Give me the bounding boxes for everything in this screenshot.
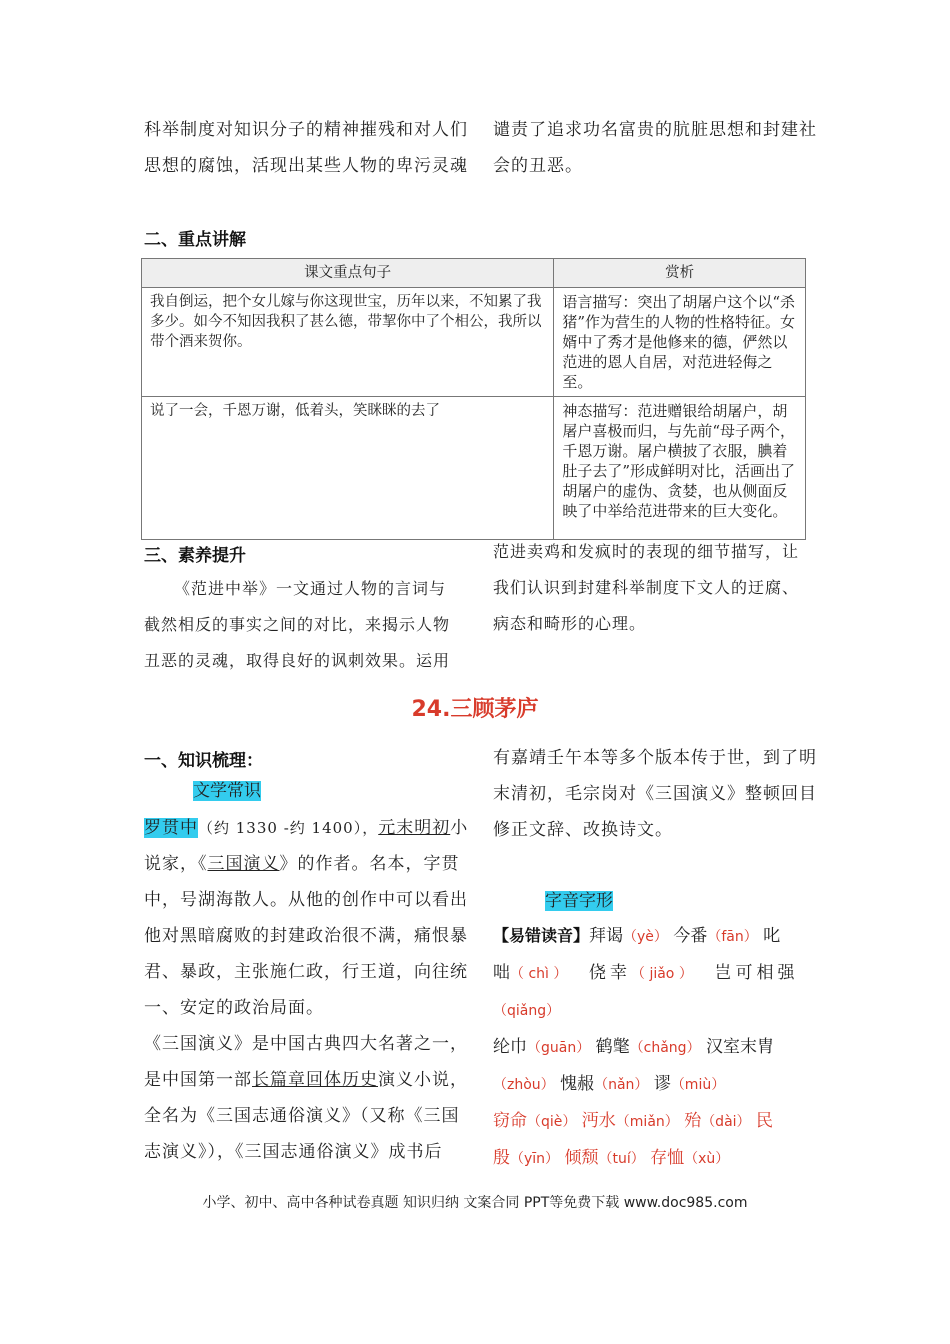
text-line: 丑恶的灵魂，取得良好的讽刺效果。运用	[144, 651, 451, 670]
label-text: 字音字形	[545, 891, 613, 911]
word: 民	[755, 1111, 773, 1131]
text-line: 会的丑恶。	[493, 156, 583, 176]
text-line	[144, 810, 474, 846]
sentence-cell: 我自倒运，把个女儿嫁与你这现世宝，历年以来，不知累了我多少。如今不知因我积了甚么德，带挈你中了个相公，我所以带个酒来贺你。	[142, 288, 554, 397]
label-text: 文学常识	[193, 781, 261, 801]
text-line: 一、安定的政治局面。	[144, 998, 324, 1018]
literary-knowledge-label	[193, 780, 261, 802]
text-line: 《三国演义》是中国古典四大名著之一，	[144, 1034, 468, 1054]
author-paragraph	[144, 810, 474, 1170]
word: 倾颓	[564, 1148, 599, 1168]
author-name: 罗贯中	[144, 818, 198, 838]
text-fragment: 是中国第一部	[144, 1070, 252, 1090]
pinyin: （nǎn）	[594, 1077, 649, 1093]
section-heading-key-points: 二、重点讲解	[144, 230, 246, 250]
text-line: 截然相反的事实之间的对比，来揭示人物	[144, 615, 451, 634]
novel-genre: 长篇章回体历史	[252, 1070, 378, 1090]
page-footer: 小学、初中、高中各种试卷真题 知识归纳 文案合同 PPT等免费下载 www.doc985.com	[202, 1195, 748, 1211]
lesson-title: 24.三顾茅庐	[411, 697, 539, 722]
pron-line	[493, 992, 813, 1029]
table-header-row	[142, 259, 806, 288]
pinyin: （dài）	[701, 1114, 751, 1130]
pinyin: （xù）	[684, 1151, 730, 1167]
pinyin: （zhòu）	[493, 1077, 555, 1093]
column-header-sentence: 课文重点句子	[142, 259, 554, 288]
word: 愧赧	[560, 1074, 595, 1094]
pinyin: （fān）	[707, 929, 758, 945]
word: 侥幸	[589, 963, 631, 983]
pinyin: （qiǎng）	[493, 1003, 561, 1019]
pinyin: （ chì ）	[510, 966, 568, 982]
pronunciation-label	[545, 890, 613, 912]
pinyin: （miǎn）	[615, 1114, 679, 1130]
section-heading-literacy: 三、素养提升	[144, 546, 246, 566]
pinyin: （ jiǎo ）	[631, 966, 693, 982]
text-fragment: 演义小说，	[378, 1070, 468, 1090]
pron-line	[493, 955, 813, 992]
text-line: 全名为《三国志通俗演义》（又称《三国	[144, 1106, 460, 1126]
analysis-cell: 语言描写：突出了胡屠户这个以“杀猪”作为营生的人物的性格特征。女婿中了秀才是他修来的德，俨然以范进的恩人自居，对范进轻侮之至。	[554, 288, 806, 397]
word: 叱	[763, 926, 781, 946]
column-header-analysis: 赏析	[554, 259, 806, 288]
literacy-left-paragraph	[144, 571, 474, 679]
word: 谬	[653, 1074, 671, 1094]
author-era: 元末明初	[378, 818, 451, 838]
word: 殆	[684, 1111, 702, 1131]
word: 岂可相强	[714, 963, 799, 983]
pron-line	[493, 1140, 813, 1177]
word: 窃命	[493, 1111, 527, 1131]
text-line: 科举制度对知识分子的精神摧残和对人们	[144, 120, 468, 140]
pinyin: （yīn）	[510, 1151, 560, 1167]
text-line	[144, 1062, 474, 1098]
word: 沔水	[581, 1111, 616, 1131]
text-line: 思想的腐蚀，活现出某些人物的卑污灵魂	[144, 156, 468, 176]
pronunciation-list	[493, 918, 813, 1177]
pinyin: （tuí）	[598, 1151, 645, 1167]
word: 咄	[493, 963, 510, 983]
section-heading-knowledge: 一、知识梳理：	[144, 751, 263, 771]
word: 汉室末胄	[705, 1037, 774, 1057]
text-line: 范进卖鸡和发疯时的表现的细节描写，让	[493, 542, 800, 561]
table-row	[142, 397, 806, 540]
novel-history-paragraph	[493, 740, 823, 848]
analysis-cell: 神态描写：范进赠银给胡屠户，胡屠户喜极而归，与先前“母子两个，千恩万谢。屠户横披了衣服，腆着肚子去了”形成鲜明对比，活画出了胡屠户的虚伪、贪婪，也从侧面反映了中举给范进带来的巨大变化。	[554, 397, 806, 540]
pinyin: （guān）	[527, 1040, 591, 1056]
pron-line	[493, 1066, 813, 1103]
sentence-cell: 说了一会，千恩万谢，低着头，笑眯眯的去了	[142, 397, 554, 540]
pron-line	[493, 1103, 813, 1140]
word: 鹤氅	[595, 1037, 630, 1057]
key-sentences-table	[141, 258, 806, 540]
text-line: 中，号湖海散人。从他的创作中可以看出	[144, 890, 468, 910]
text-line: 末清初，毛宗岗对《三国演义》整顿回目	[493, 784, 817, 804]
text-line: 我们认识到封建科举制度下文人的迂腐、	[493, 578, 800, 597]
word: 今番	[673, 926, 708, 946]
literacy-right-paragraph	[493, 534, 823, 642]
pinyin: （qiè）	[527, 1114, 577, 1130]
pron-line	[493, 918, 813, 955]
text-line: 君、暴政，主张施仁政，行王道，向往统	[144, 962, 468, 982]
author-dates: （约 1330 -约 1400），	[198, 819, 379, 837]
error-prone-label: 【易错读音】	[493, 926, 590, 945]
word: 存恤	[650, 1148, 685, 1168]
table-row	[142, 288, 806, 397]
top-left-paragraph	[144, 112, 474, 184]
pinyin: （chǎng）	[629, 1040, 701, 1056]
text-line: 志演义》），《三国志通俗演义》成书后	[144, 1142, 443, 1162]
pinyin: （yè）	[623, 929, 668, 945]
text-line: 谴责了追求功名富贵的肮脏思想和封建社	[493, 120, 817, 140]
text-line: 病态和畸形的心理。	[493, 614, 647, 633]
text-fragment: 》的作者。名本，字贯	[279, 854, 460, 874]
word: 殷	[493, 1148, 510, 1168]
text-line: 有嘉靖壬午本等多个版本传于世，到了明	[493, 748, 817, 768]
word: 拜谒	[589, 926, 624, 946]
text-fragment: 说家，《	[144, 854, 208, 874]
word: 纶巾	[493, 1037, 527, 1057]
pinyin: （miù）	[670, 1077, 726, 1093]
text-line: 修正文辞、改换诗文。	[493, 820, 673, 840]
work-title: 三国演义	[207, 854, 280, 874]
text-fragment: 小	[450, 818, 469, 838]
pron-line	[493, 1029, 813, 1066]
top-right-paragraph	[493, 112, 823, 184]
text-line	[144, 846, 474, 882]
text-line: 他对黑暗腐败的封建政治很不满，痛恨暴	[144, 926, 468, 946]
text-line: 《范进中举》一文通过人物的言词与	[174, 579, 447, 598]
